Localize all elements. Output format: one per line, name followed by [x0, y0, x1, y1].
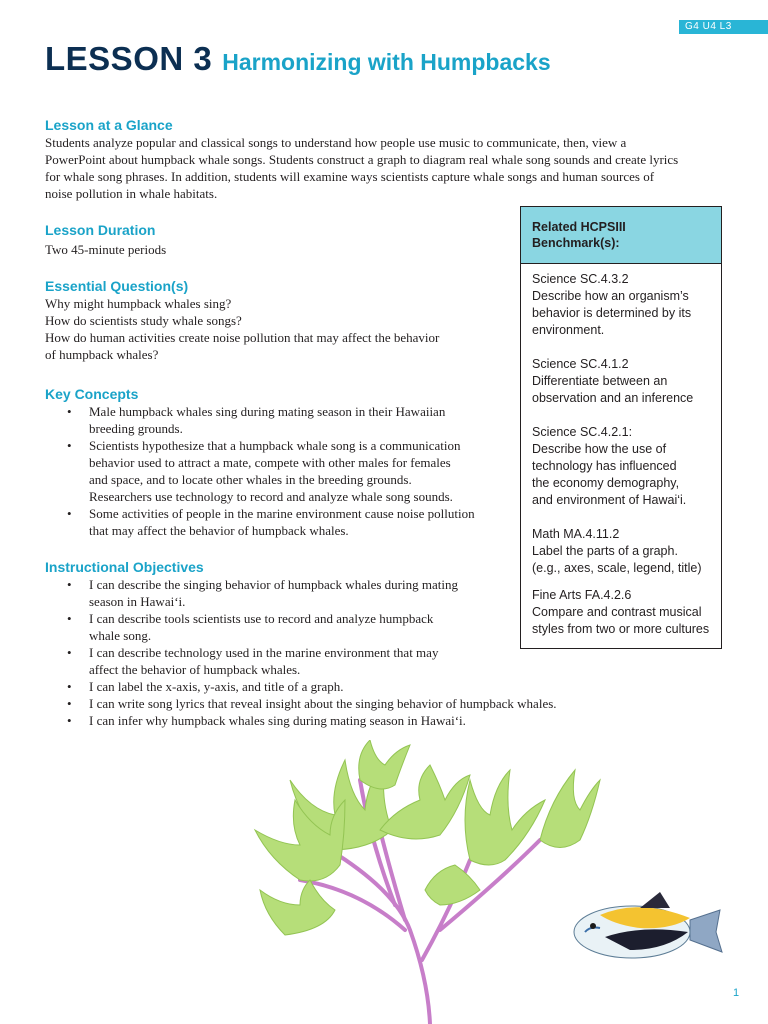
benchmark-item	[532, 526, 721, 577]
concept-line: • Male humpback whales sing during mating season in their Hawaiian	[89, 404, 446, 419]
benchmarks-heading-line: Benchmark(s):	[532, 236, 620, 250]
benchmark-line: Describe how the use of	[532, 442, 667, 456]
benchmarks-heading-line: Related HCPSIII	[532, 220, 626, 234]
lesson-number: LESSON 3	[45, 40, 213, 77]
glance-heading: Lesson at a Glance	[45, 117, 173, 133]
objective-item	[45, 610, 557, 644]
concept-line: behavior used to attract a mate, compete with other males for females	[89, 455, 451, 470]
benchmark-code: Math MA.4.11.2	[532, 527, 620, 541]
benchmark-line: Describe how an organism’s	[532, 289, 689, 303]
benchmark-item	[532, 424, 721, 509]
concepts-list	[45, 403, 475, 539]
glance-line: Students analyze popular and classical songs to understand how people use music to communicate, then, view a	[45, 135, 627, 150]
lesson-title	[45, 40, 551, 78]
objective-line: • I can describe the singing behavior of humpback whales during mating	[89, 577, 458, 592]
glance-line: for whale song phrases. In addition, students will examine ways scientists capture whale songs and human sources of	[45, 169, 655, 184]
question-line: How do scientists study whale songs?	[45, 313, 242, 328]
reef-triggerfish-illustration	[574, 892, 722, 958]
objective-item	[45, 712, 557, 729]
objectives-list	[45, 576, 557, 729]
objective-item	[45, 644, 557, 678]
benchmark-item	[532, 271, 721, 339]
question-line: of humpback whales?	[45, 347, 159, 362]
seaweed-illustration	[255, 740, 600, 1024]
benchmark-line: technology has influenced	[532, 459, 677, 473]
benchmark-line: styles from two or more cultures	[532, 622, 710, 636]
objective-line: • I can infer why humpback whales sing during mating season in Hawai‘i.	[89, 713, 466, 728]
glance-line: PowerPoint about humpback whale songs. Students construct a graph to diagram real whale song sounds and create lyrics	[45, 152, 679, 167]
concept-line: • Scientists hypothesize that a humpback whale song is a communication	[89, 438, 461, 453]
concept-line: that may affect the behavior of humpback whales.	[89, 523, 349, 538]
benchmark-code: Science SC.4.2.1:	[532, 425, 633, 439]
objective-line: whale song.	[89, 628, 152, 643]
objective-line: • I can write song lyrics that reveal insight about the singing behavior of humpback whales.	[89, 696, 557, 711]
lesson-subtitle: Harmonizing with Humpbacks	[222, 49, 551, 75]
benchmark-line: Differentiate between an	[532, 374, 668, 388]
benchmark-line: Compare and contrast musical	[532, 605, 702, 619]
objective-line: • I can label the x-axis, y-axis, and title of a graph.	[89, 679, 344, 694]
benchmarks-header	[521, 207, 721, 264]
benchmark-line: environment.	[532, 323, 605, 337]
benchmark-line: and environment of Hawai‘i.	[532, 493, 687, 507]
objective-item	[45, 576, 557, 610]
objective-item	[45, 695, 557, 712]
benchmark-code: Science SC.4.1.2	[532, 357, 629, 371]
concept-line: and space, and to locate other whales in the breeding grounds.	[89, 472, 412, 487]
benchmark-item	[532, 587, 721, 638]
benchmark-code: Science SC.4.3.2	[532, 272, 629, 286]
page-number: 1	[733, 987, 740, 999]
objective-line: • I can describe tools scientists use to record and analyze humpback	[89, 611, 434, 626]
objective-line: season in Hawai‘i.	[89, 594, 186, 609]
duration-heading: Lesson Duration	[45, 222, 156, 238]
objectives-heading: Instructional Objectives	[45, 559, 204, 575]
objective-line: affect the behavior of humpback whales.	[89, 662, 301, 677]
concept-line: • Some activities of people in the marine environment cause noise pollution	[89, 506, 475, 521]
glance-text	[45, 134, 678, 202]
benchmark-line: the economy demography,	[532, 476, 680, 490]
benchmark-line: behavior is determined by its	[532, 306, 692, 320]
concept-item	[45, 403, 475, 437]
concept-line: breeding grounds.	[89, 421, 183, 436]
objective-item	[45, 678, 557, 695]
benchmark-line: observation and an inference	[532, 391, 694, 405]
illustrations	[0, 740, 768, 1024]
glance-line: noise pollution in whale habitats.	[45, 186, 218, 201]
benchmark-line: (e.g., axes, scale, legend, title)	[532, 561, 702, 575]
concept-line: Researchers use technology to record and analyze whale song sounds.	[89, 489, 453, 504]
question-line: Why might humpback whales sing?	[45, 296, 232, 311]
objective-line: • I can describe technology used in the marine environment that may	[89, 645, 439, 660]
benchmark-code: Fine Arts FA.4.2.6	[532, 588, 632, 602]
concept-item	[45, 505, 475, 539]
duration-text: Two 45-minute periods	[45, 242, 167, 257]
benchmark-item	[532, 356, 721, 407]
concepts-heading: Key Concepts	[45, 386, 139, 402]
questions-text	[45, 295, 439, 363]
question-line: How do human activities create noise pollution that may affect the behavior	[45, 330, 440, 345]
grade-unit-lesson-tag: G4 U4 L3	[679, 20, 768, 34]
concept-item	[45, 437, 475, 505]
questions-heading: Essential Question(s)	[45, 278, 189, 294]
benchmarks-box	[520, 206, 722, 649]
benchmark-line: Label the parts of a graph.	[532, 544, 678, 558]
